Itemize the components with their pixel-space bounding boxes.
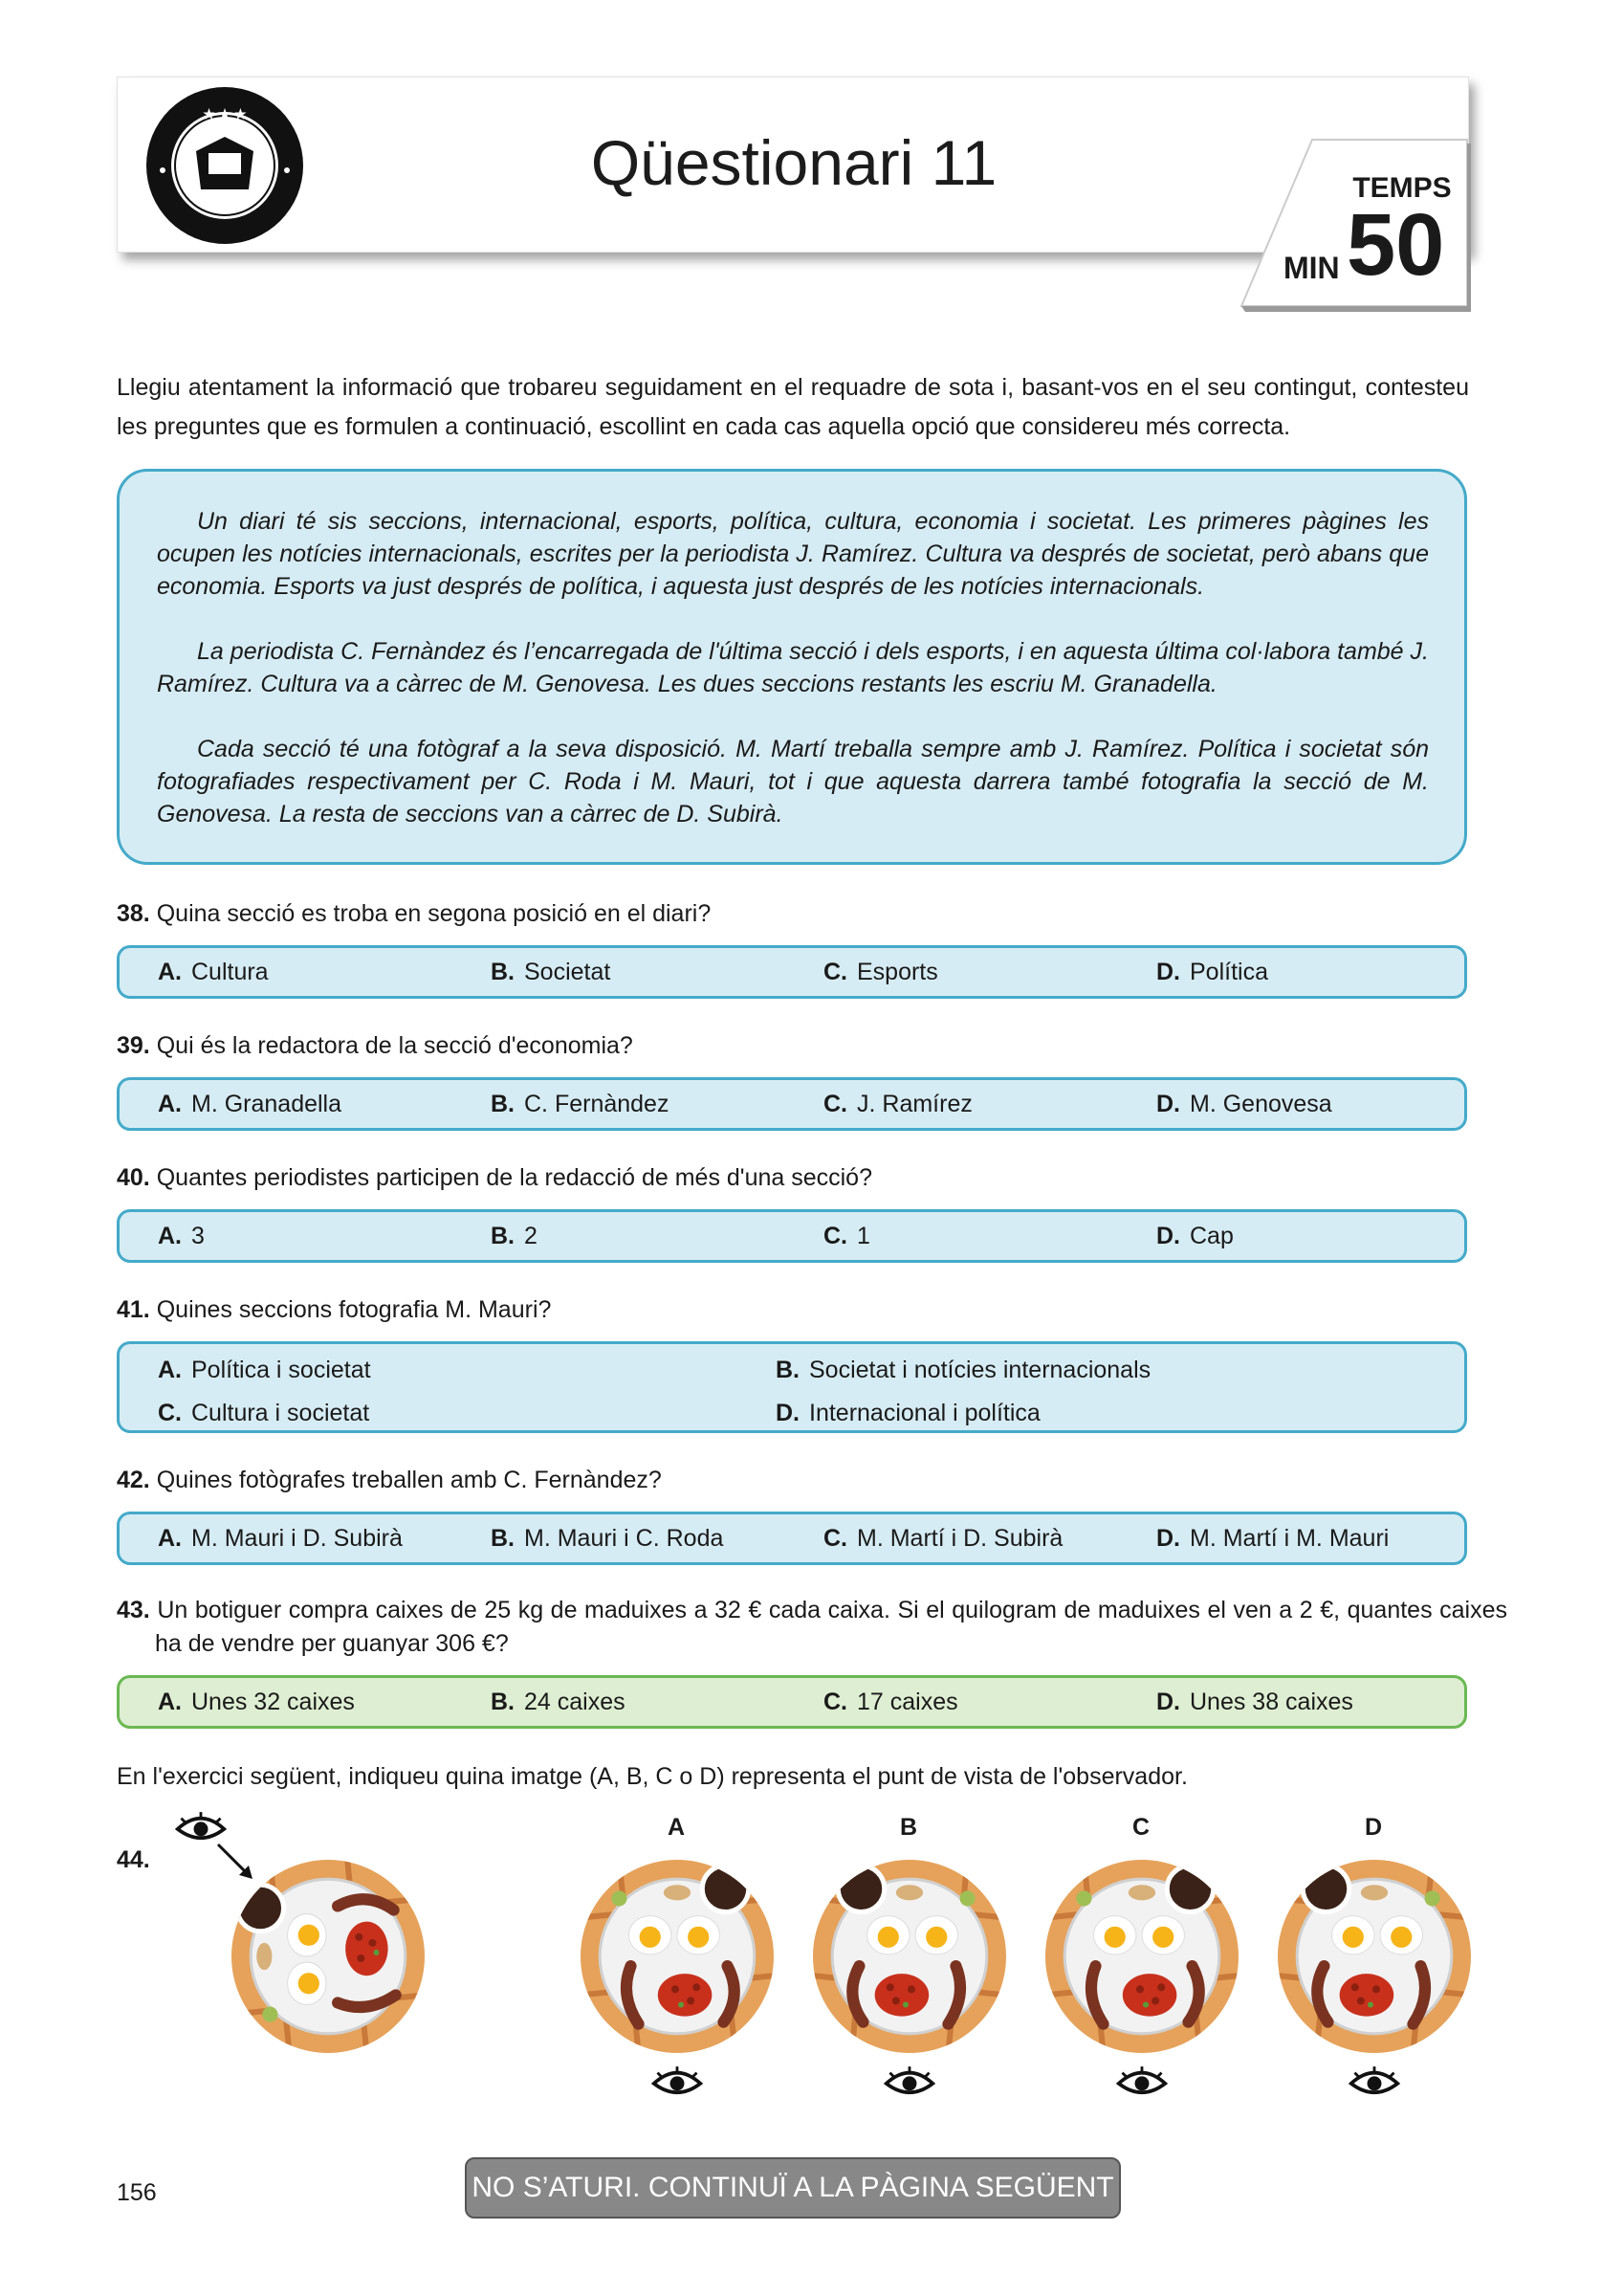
answer-box-40 bbox=[117, 1209, 1467, 1263]
svg-text:★ ★ ★: ★ ★ ★ bbox=[203, 106, 247, 121]
option-c[interactable]: C. J. Ramírez bbox=[823, 1091, 973, 1117]
option-d[interactable]: D. M. Genovesa bbox=[1156, 1091, 1332, 1117]
option-c[interactable]: C. Esports bbox=[823, 959, 938, 985]
question-41 bbox=[117, 1293, 1469, 1327]
racord-girona-logo-icon bbox=[143, 84, 306, 247]
question-text: Quina secció es troba en segona posició en el diari? bbox=[156, 900, 712, 927]
option-d[interactable]: D. Política bbox=[1156, 959, 1268, 985]
option-a[interactable]: A. 3 bbox=[158, 1223, 205, 1249]
option-b[interactable]: B. 2 bbox=[491, 1223, 537, 1249]
option-d-label: D bbox=[1364, 1814, 1383, 1841]
option-c-label: C bbox=[1131, 1814, 1151, 1841]
option-d-plate-image[interactable] bbox=[1278, 1860, 1471, 2053]
eye-icon bbox=[883, 2063, 936, 2101]
question-40 bbox=[117, 1161, 1469, 1195]
question-42 bbox=[117, 1464, 1469, 1497]
option-a[interactable]: A. Unes 32 caixes bbox=[158, 1689, 355, 1715]
option-c-plate-image[interactable] bbox=[1045, 1860, 1239, 2053]
question-text: Qui és la redactora de la secció d'economia? bbox=[156, 1032, 633, 1059]
option-b-plate-image[interactable] bbox=[813, 1860, 1006, 2053]
option-a-plate-image[interactable] bbox=[581, 1860, 774, 2053]
question-39 bbox=[117, 1029, 1469, 1063]
question-text: Un botiguer compra caixes de 25 kg de maduixes a 32 € cada caixa. Si el quilogram de maduixes el ven a 2 €, quantes caixes ha de vendre per guanyar 306 €? bbox=[155, 1597, 1507, 1657]
reference-plate-image bbox=[231, 1860, 425, 2053]
option-a[interactable]: A. Política i societat bbox=[158, 1357, 371, 1383]
answer-box-39 bbox=[117, 1077, 1467, 1131]
option-b[interactable]: B. 24 caixes bbox=[491, 1689, 625, 1715]
question-text: Quantes periodistes participen de la redacció de més d'una secció? bbox=[156, 1164, 872, 1191]
option-b[interactable]: B. Societat i notícies internacionals bbox=[776, 1357, 1151, 1383]
answer-box-41 bbox=[117, 1341, 1467, 1433]
option-a[interactable]: A. Cultura bbox=[158, 959, 269, 985]
option-a[interactable]: A. M. Granadella bbox=[158, 1091, 342, 1117]
question-number: 38. bbox=[117, 900, 150, 927]
eye-icon bbox=[650, 2063, 704, 2101]
option-b-label: B bbox=[899, 1814, 918, 1841]
question-text: Quines seccions fotografia M. Mauri? bbox=[156, 1296, 552, 1323]
question-38 bbox=[117, 897, 1469, 931]
continue-badge: NO S’ATURI. CONTINUÏ A LA PÀGINA SEGÜENT bbox=[465, 2157, 1121, 2219]
option-d[interactable]: D. M. Martí i M. Mauri bbox=[1156, 1525, 1390, 1552]
option-c[interactable]: C. M. Martí i D. Subirà bbox=[823, 1525, 1064, 1552]
time-unit: MIN bbox=[1283, 251, 1340, 285]
option-a-label: A bbox=[667, 1814, 686, 1841]
question-text: Quines fotògrafes treballen amb C. Fernàndez? bbox=[156, 1467, 662, 1493]
option-d[interactable]: D. Cap bbox=[1156, 1223, 1234, 1249]
question-number: 41. bbox=[117, 1296, 150, 1323]
instructions: Llegiu atentament la informació que trobareu seguidament en el requadre de sota i, basant-vos en el seu contingut, contesteu les preguntes que es formulen a continuació, escollint en cada cas aquella opció que considereu més correcta. bbox=[117, 374, 1469, 440]
info-paragraph: Cada secció té una fotògraf a la seva disposició. M. Martí treballa sempre amb J. Ramírez. Política i societat són fotografiades respectivament per C. Roda i M. Mauri, tot i que aquesta darrera també fotografia la secció de M. Genovesa. La resta de seccions van a càrrec de D. Subirà. bbox=[157, 736, 1429, 828]
option-a[interactable]: A. M. Mauri i D. Subirà bbox=[158, 1525, 403, 1552]
question-number: 39. bbox=[117, 1032, 150, 1059]
time-label: TEMPS bbox=[1352, 172, 1452, 204]
info-paragraph: La periodista C. Fernàndez és l’encarregada de l'última secció i dels esports, i en aquesta última col·labora també J. Ramírez. Cultura va a càrrec de M. Genovesa. Les dues seccions restants les escriu M. Granadella. bbox=[157, 638, 1429, 697]
option-d[interactable]: D. Internacional i política bbox=[776, 1400, 1041, 1426]
eye-icon bbox=[1115, 2063, 1169, 2101]
option-d[interactable]: D. Unes 38 caixes bbox=[1156, 1689, 1353, 1715]
answer-box-43 bbox=[117, 1675, 1467, 1729]
page-title: Qüestionari 11 bbox=[590, 127, 998, 198]
question-number: 44. bbox=[117, 1846, 150, 1873]
option-c[interactable]: C. Cultura i societat bbox=[158, 1400, 370, 1426]
option-b[interactable]: B. C. Fernàndez bbox=[491, 1091, 669, 1117]
answer-box-42 bbox=[117, 1512, 1467, 1565]
question-number: 42. bbox=[117, 1467, 150, 1493]
page-number: 156 bbox=[117, 2179, 157, 2206]
option-b[interactable]: B. M. Mauri i C. Roda bbox=[491, 1525, 724, 1552]
time-value: 50 bbox=[1347, 196, 1445, 294]
answer-box-38 bbox=[117, 945, 1467, 999]
info-paragraph: Un diari té sis seccions, internacional, esports, política, cultura, economia i societat. Les primeres pàgines les ocupen les notícies internacionals, escrites per la periodista J. Ramírez. Cultura va després de societat, però abans que economia. Esports va just després de política, i aquesta just després de les notícies internacionals. bbox=[157, 508, 1429, 600]
option-c[interactable]: C. 1 bbox=[823, 1223, 870, 1249]
eye-icon bbox=[1348, 2063, 1401, 2101]
question-43 bbox=[117, 1594, 1507, 1661]
option-c[interactable]: C. 17 caixes bbox=[823, 1689, 958, 1715]
question-number: 40. bbox=[117, 1164, 150, 1191]
arrow-icon bbox=[214, 1841, 256, 1883]
exercise-instructions: En l'exercici següent, indiqueu quina imatge (A, B, C o D) representa el punt de vista de l'observador. bbox=[117, 1763, 1188, 1790]
option-b[interactable]: B. Societat bbox=[491, 959, 611, 985]
question-number: 43. bbox=[117, 1597, 150, 1623]
